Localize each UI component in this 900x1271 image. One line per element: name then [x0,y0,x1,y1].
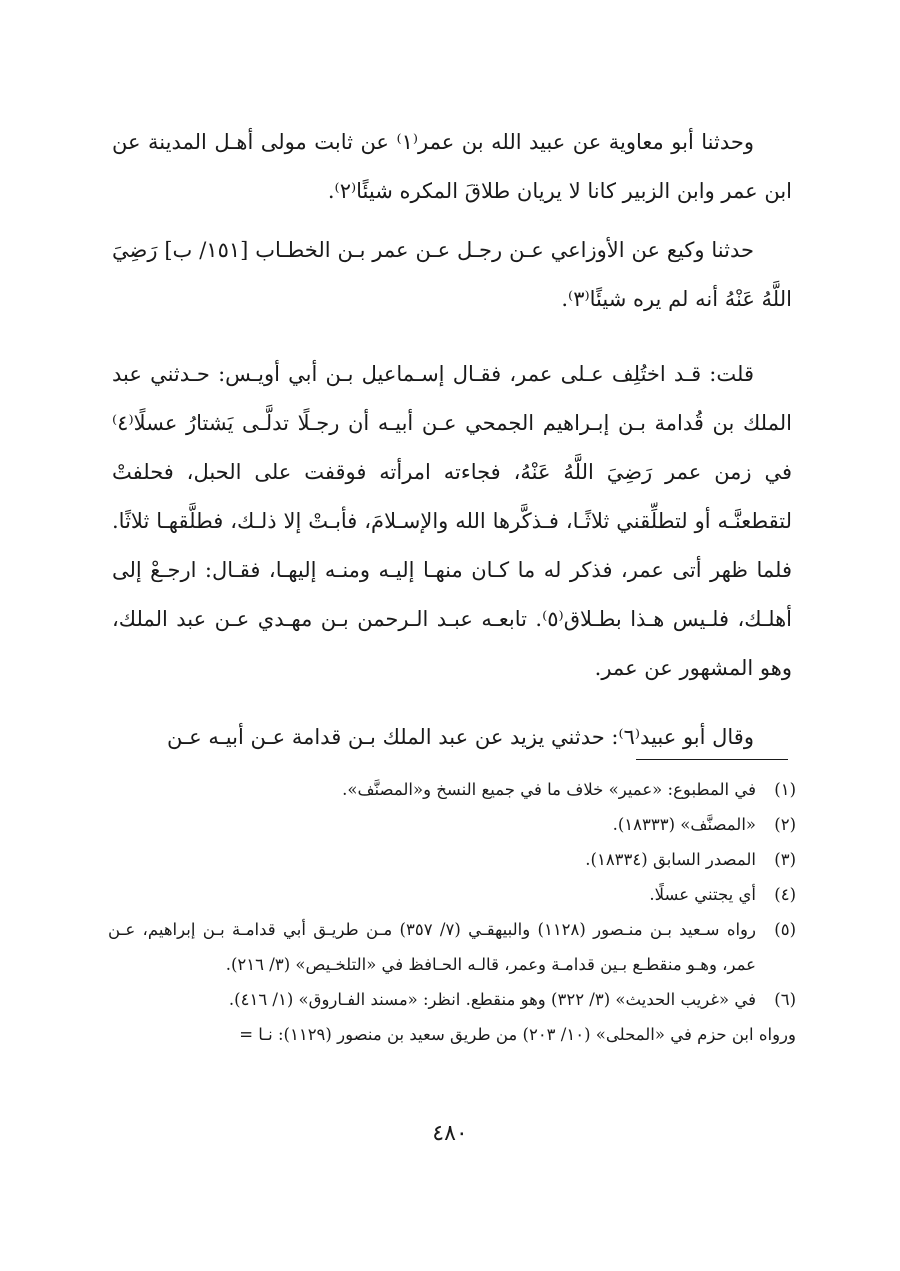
footnote-item [108,807,796,842]
footnote-text: رواه سـعيد بـن منـصور (١١٢٨) والبيهقـي (٧/ ٣٥٧) مـن طريـق أبي قدامـة بـن إبراهيم، عـن عمر، وهـو منقطـع بـين قدامـة وعمر، قالـه الحـافظ في «التلخـيص» (٣/ ٢١٦). [108,920,756,974]
paragraph-3: قلت: قـد اختُلِف عـلى عمر، فقـال إسـماعيل بـن أبي أويـس: حـدثني عبد الملك بن قُدامة بـن إبـراهيم الجمحي عـن أبيـه أن رجـلًا تدلَّـى يَشتارُ عسلًا⁽٤⁾ في زمن عمر رَضِيَ اللَّهُ عَنْهُ، فجاءته امرأته فوقفت على الحبل، فحلفتْ لتقطعنَّـه أو لتطلِّقني ثلاثًـا، فـذكَّرها الله والإسـلامَ، فأبـتْ إلا ذلـك، فطلَّقهـا ثلاثًا. فلما ظهر أتى عمر، فذكر له ما كـان منهـا إليـه ومنـه إليهـا، فقـال: ارجـعْ إلى أهلـك، فلـيس هـذا بطـلاق⁽٥⁾. تابعـه عبـد الـرحمن بـن مهـدي عـن عبد الملك، وهو المشهور عن عمر. [112,362,792,680]
footnote-number: (٦) [774,990,796,1009]
footnote-separator [636,759,788,760]
page-number: ٤٨٠ [432,1121,468,1146]
footnote-text: «المصنَّف» (١٨٣٣٣). [612,815,756,834]
footnote-number: (٢) [774,815,796,834]
footnotes [108,772,796,1052]
footnote-continuation: ورواه ابن حزم في «المحلى» (١٠/ ٢٠٣) من طريق سعيد بن منصور (١١٢٩): نـا = [239,1025,796,1044]
footnote-number: (٤) [774,885,796,904]
footnote-text: أي يجتني عسلًا. [649,885,756,904]
paragraph-2: حدثنا وكيع عن الأوزاعي عـن رجـل عـن عمر بـن الخطـاب [١٥١/ ب] رَضِيَ اللَّهُ عَنْهُ أنه لم يره شيئًا⁽٣⁾. [112,238,792,311]
footnote-item [108,982,796,1017]
footnote-number: (١) [774,780,796,799]
footnote-item [108,912,796,982]
paragraph-4: وقال أبو عبيد⁽٦⁾: حدثني يزيد عن عبد الملك بـن قدامة عـن أبيـه عـن [167,725,754,749]
footnote-text: في «غريب الحديث» (٣/ ٣٢٢) وهو منقطع. انظر: «مسند الفـاروق» (١/ ٤١٦). [228,990,756,1009]
footnote-text: في المطبوع: «عمير» خلاف ما في جميع النسخ و«المصنَّف». [342,780,756,799]
footnote-item [108,877,796,912]
footnote-item [108,772,796,807]
main-text [112,118,792,778]
paragraph-1: وحدثنا أبو معاوية عن عبيد الله بن عمر⁽١⁾ عن ثابت مولى أهـل المدينة عن ابن عمر وابن الزبير كانا لا يريان طلاقَ المكره شيئًا⁽٢⁾. [112,130,792,203]
footnote-number: (٥) [774,920,796,939]
footnote-text: المصدر السابق (١٨٣٣٤). [585,850,756,869]
footnote-number: (٣) [774,850,796,869]
footnote-item [108,842,796,877]
